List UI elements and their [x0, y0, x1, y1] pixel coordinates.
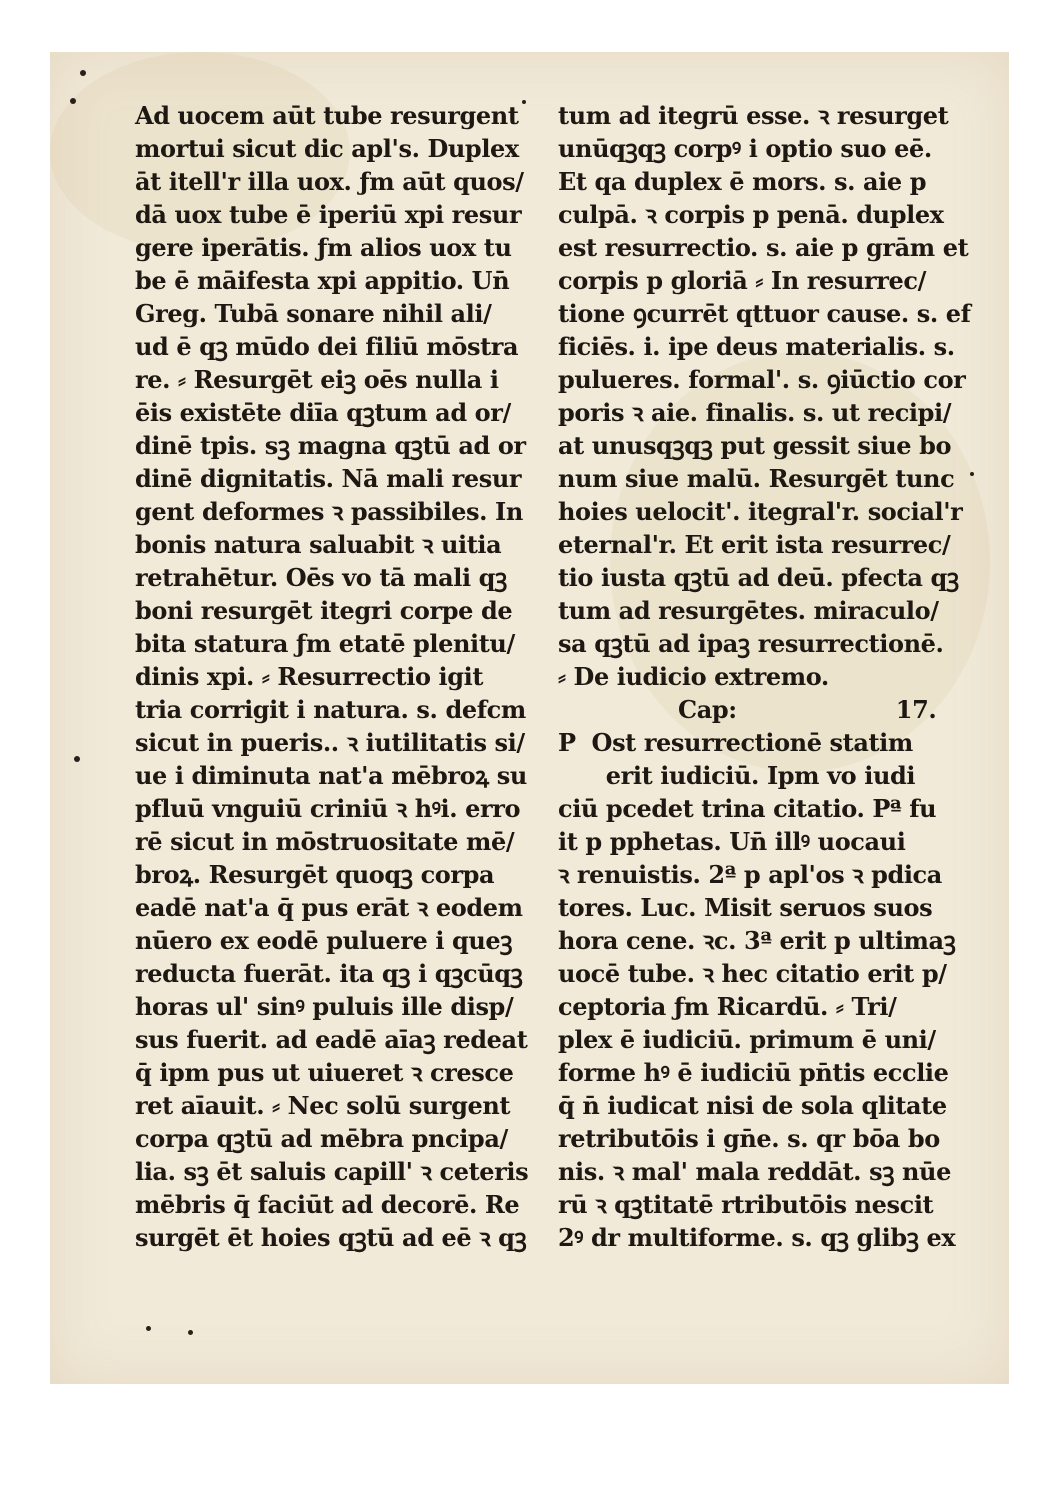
text-line: tum ad itegrū esse. ꝛ resurget — [558, 101, 949, 130]
ink-dot — [970, 472, 974, 476]
text-line: tione ꝯcurrēt qttuor cause. s. ef — [558, 299, 971, 328]
text-line: nis. ꝛ mal' mala reddāt. sꝫ nūe — [558, 1157, 951, 1186]
section-heading: ⸗ De iudicio extremo. — [558, 662, 829, 691]
text-line: ud ē qꝫ mūdo dei filiū mōstra — [135, 332, 519, 361]
text-line: reducta fuerāt. ita qꝫ i qꝫcūqꝫ — [135, 959, 523, 988]
text-line: at unusqꝫqꝫ put gessit siue bo — [558, 431, 952, 460]
text-line: rē sicut in mōstruositate mē/ — [135, 827, 515, 856]
text-line: sicut in pueris.. ꝛ iutilitatis si/ — [135, 728, 525, 757]
ink-dot — [522, 100, 526, 104]
text-line: boni resurgēt itegri corpe de — [135, 596, 513, 625]
text-line: ceptoria ƒm Ricardū. ⸗ Tri/ — [558, 992, 897, 1021]
text-line: lia. sꝫ ēt saluis capill' ꝛ ceteris — [135, 1157, 529, 1186]
text-line: sus fuerit. ad eadē aīaꝫ redeat — [135, 1025, 528, 1054]
text-line: dinē tpis. sꝫ magna qꝫtū ad or — [135, 431, 526, 460]
text-line: eternal'r. Et erit ista resurrec/ — [558, 530, 951, 559]
ink-dot — [74, 756, 80, 762]
text-line: tria corrigit i natura. s. defcm — [135, 695, 526, 724]
text-line: surgēt ēt hoies qꝫtū ad eē ꝛ qꝫ — [135, 1223, 527, 1252]
text-line: pulueres. formal'. s. ꝯiūctio cor — [558, 365, 966, 394]
text-line: dinē dignitatis. Nā mali resur — [135, 464, 522, 493]
text-line: it p pphetas. Un̄ illꝰ uocaui — [558, 827, 906, 856]
ink-dot — [70, 98, 76, 104]
text-line: erit iudiciū. Ipm vo iudi — [558, 761, 916, 790]
text-line: retributōis i gn̄e. s. qr bōa bo — [558, 1124, 940, 1153]
text-line: corpis p gloriā ⸗ In resurrec/ — [558, 266, 926, 295]
text-line: rū ꝛ qꝫtitatē rtributōis nescit — [558, 1190, 934, 1219]
text-line: forme hꝰ ē iudiciū pn̄tis ecclie — [558, 1058, 949, 1087]
text-line: āt itell'r illa uox. ƒm aūt quos/ — [135, 167, 524, 196]
text-line: est resurrectio. s. aie p grām et — [558, 233, 969, 262]
ink-dot — [80, 70, 86, 76]
text-line: hoies uelocit'. itegral'r. social'r — [558, 497, 963, 526]
text-line: mortui sicut dic apl's. Duplex — [135, 134, 519, 163]
text-line: broꝝ. Resurgēt quoqꝫ corpa — [135, 860, 495, 889]
text-line: bonis natura saluabit ꝛ uitia — [135, 530, 502, 559]
text-line: re. ⸗ Resurgēt eiꝫ oēs nulla i — [135, 365, 499, 394]
text-line: culpā. ꝛ corpis p penā. duplex — [558, 200, 944, 229]
text-line: Et qa duplex ē mors. s. aie p — [558, 167, 927, 196]
text-line: ciū pcedet trina citatio. Pª fu — [558, 794, 937, 823]
text-line: dā uox tube ē iperiū xpi resur — [135, 200, 522, 229]
left-text-column — [135, 99, 529, 1254]
text-line: uocē tube. ꝛ hec citatio erit p/ — [558, 959, 947, 988]
text-line: tum ad resurgētes. miraculo/ — [558, 596, 939, 625]
text-line: dinis xpi. ⸗ Resurrectio igit — [135, 662, 484, 691]
text-line: Greg. Tubā sonare nihil ali/ — [135, 299, 492, 328]
text-line: tio iusta qꝫtū ad deū. pfecta qꝫ — [558, 563, 959, 592]
text-line: q̄ ipm pus ut uiueret ꝛ cresce — [135, 1058, 514, 1087]
text-line: gere iperātis. ƒm alios uox tu — [135, 233, 512, 262]
ink-dot — [146, 1326, 151, 1331]
text-line: retrahētur. Oēs vo tā mali qꝫ — [135, 563, 507, 592]
manuscript-page — [50, 52, 1009, 1384]
text-line: poris ꝛ aie. finalis. s. ut recipi/ — [558, 398, 952, 427]
text-line: be ē māifesta xpi appitio. Un̄ — [135, 266, 510, 295]
text-line: plex ē iudiciū. primum ē uni/ — [558, 1025, 936, 1054]
text-line: unūqꝫqꝫ corpꝰ i optio suo eē. — [558, 134, 932, 163]
text-line: horas ul' sinꝰ puluis ille disp/ — [135, 992, 514, 1021]
text-line: num siue malū. Resurgēt tunc — [558, 464, 955, 493]
text-line: ret aīauit. ⸗ Nec solū surgent — [135, 1091, 511, 1120]
ink-dot — [188, 1330, 193, 1335]
text-line: corpa qꝫtū ad mēbra pncipa/ — [135, 1124, 508, 1153]
text-line: tores. Luc. Misit seruos suos — [558, 893, 933, 922]
text-line: ue i diminuta nat'a mēbroꝝ su — [135, 761, 527, 790]
text-line: bita statura ƒm etatē plenitu/ — [135, 629, 515, 658]
text-line: q̄ n̄ iudicat nisi de sola qlitate — [558, 1091, 947, 1120]
text-line: P Ost resurrectionē statim — [558, 728, 913, 757]
text-line: ēis existēte diīa qꝫtum ad or/ — [135, 398, 511, 427]
text-line: mēbris q̄ faciūt ad decorē. Re — [135, 1190, 520, 1219]
text-line: hora cene. ꝛc. 3ª erit p ultimaꝫ — [558, 926, 956, 955]
chapter-label: Cap: 17. — [678, 695, 937, 724]
text-line: gent deformes ꝛ passibiles. In — [135, 497, 523, 526]
text-line: sa qꝫtū ad ipaꝫ resurrectionē. — [558, 629, 944, 658]
text-line: pfluū vnguiū criniū ꝛ hꝰi. erro — [135, 794, 521, 823]
text-line: nūero ex eodē puluere i queꝫ — [135, 926, 513, 955]
right-text-column — [558, 99, 971, 1254]
text-line: 2ꝰ dr multiforme. s. qꝫ glibꝫ ex — [558, 1223, 956, 1252]
text-line: Ad uocem aūt tube resurgent — [135, 101, 519, 130]
text-line: ficiēs. i. ipe deus materialis. s. — [558, 332, 955, 361]
text-line: ꝛ renuistis. 2ª p apl'os ꝛ pdica — [558, 860, 942, 889]
text-line: eadē nat'a q̄ pus erāt ꝛ eodem — [135, 893, 523, 922]
